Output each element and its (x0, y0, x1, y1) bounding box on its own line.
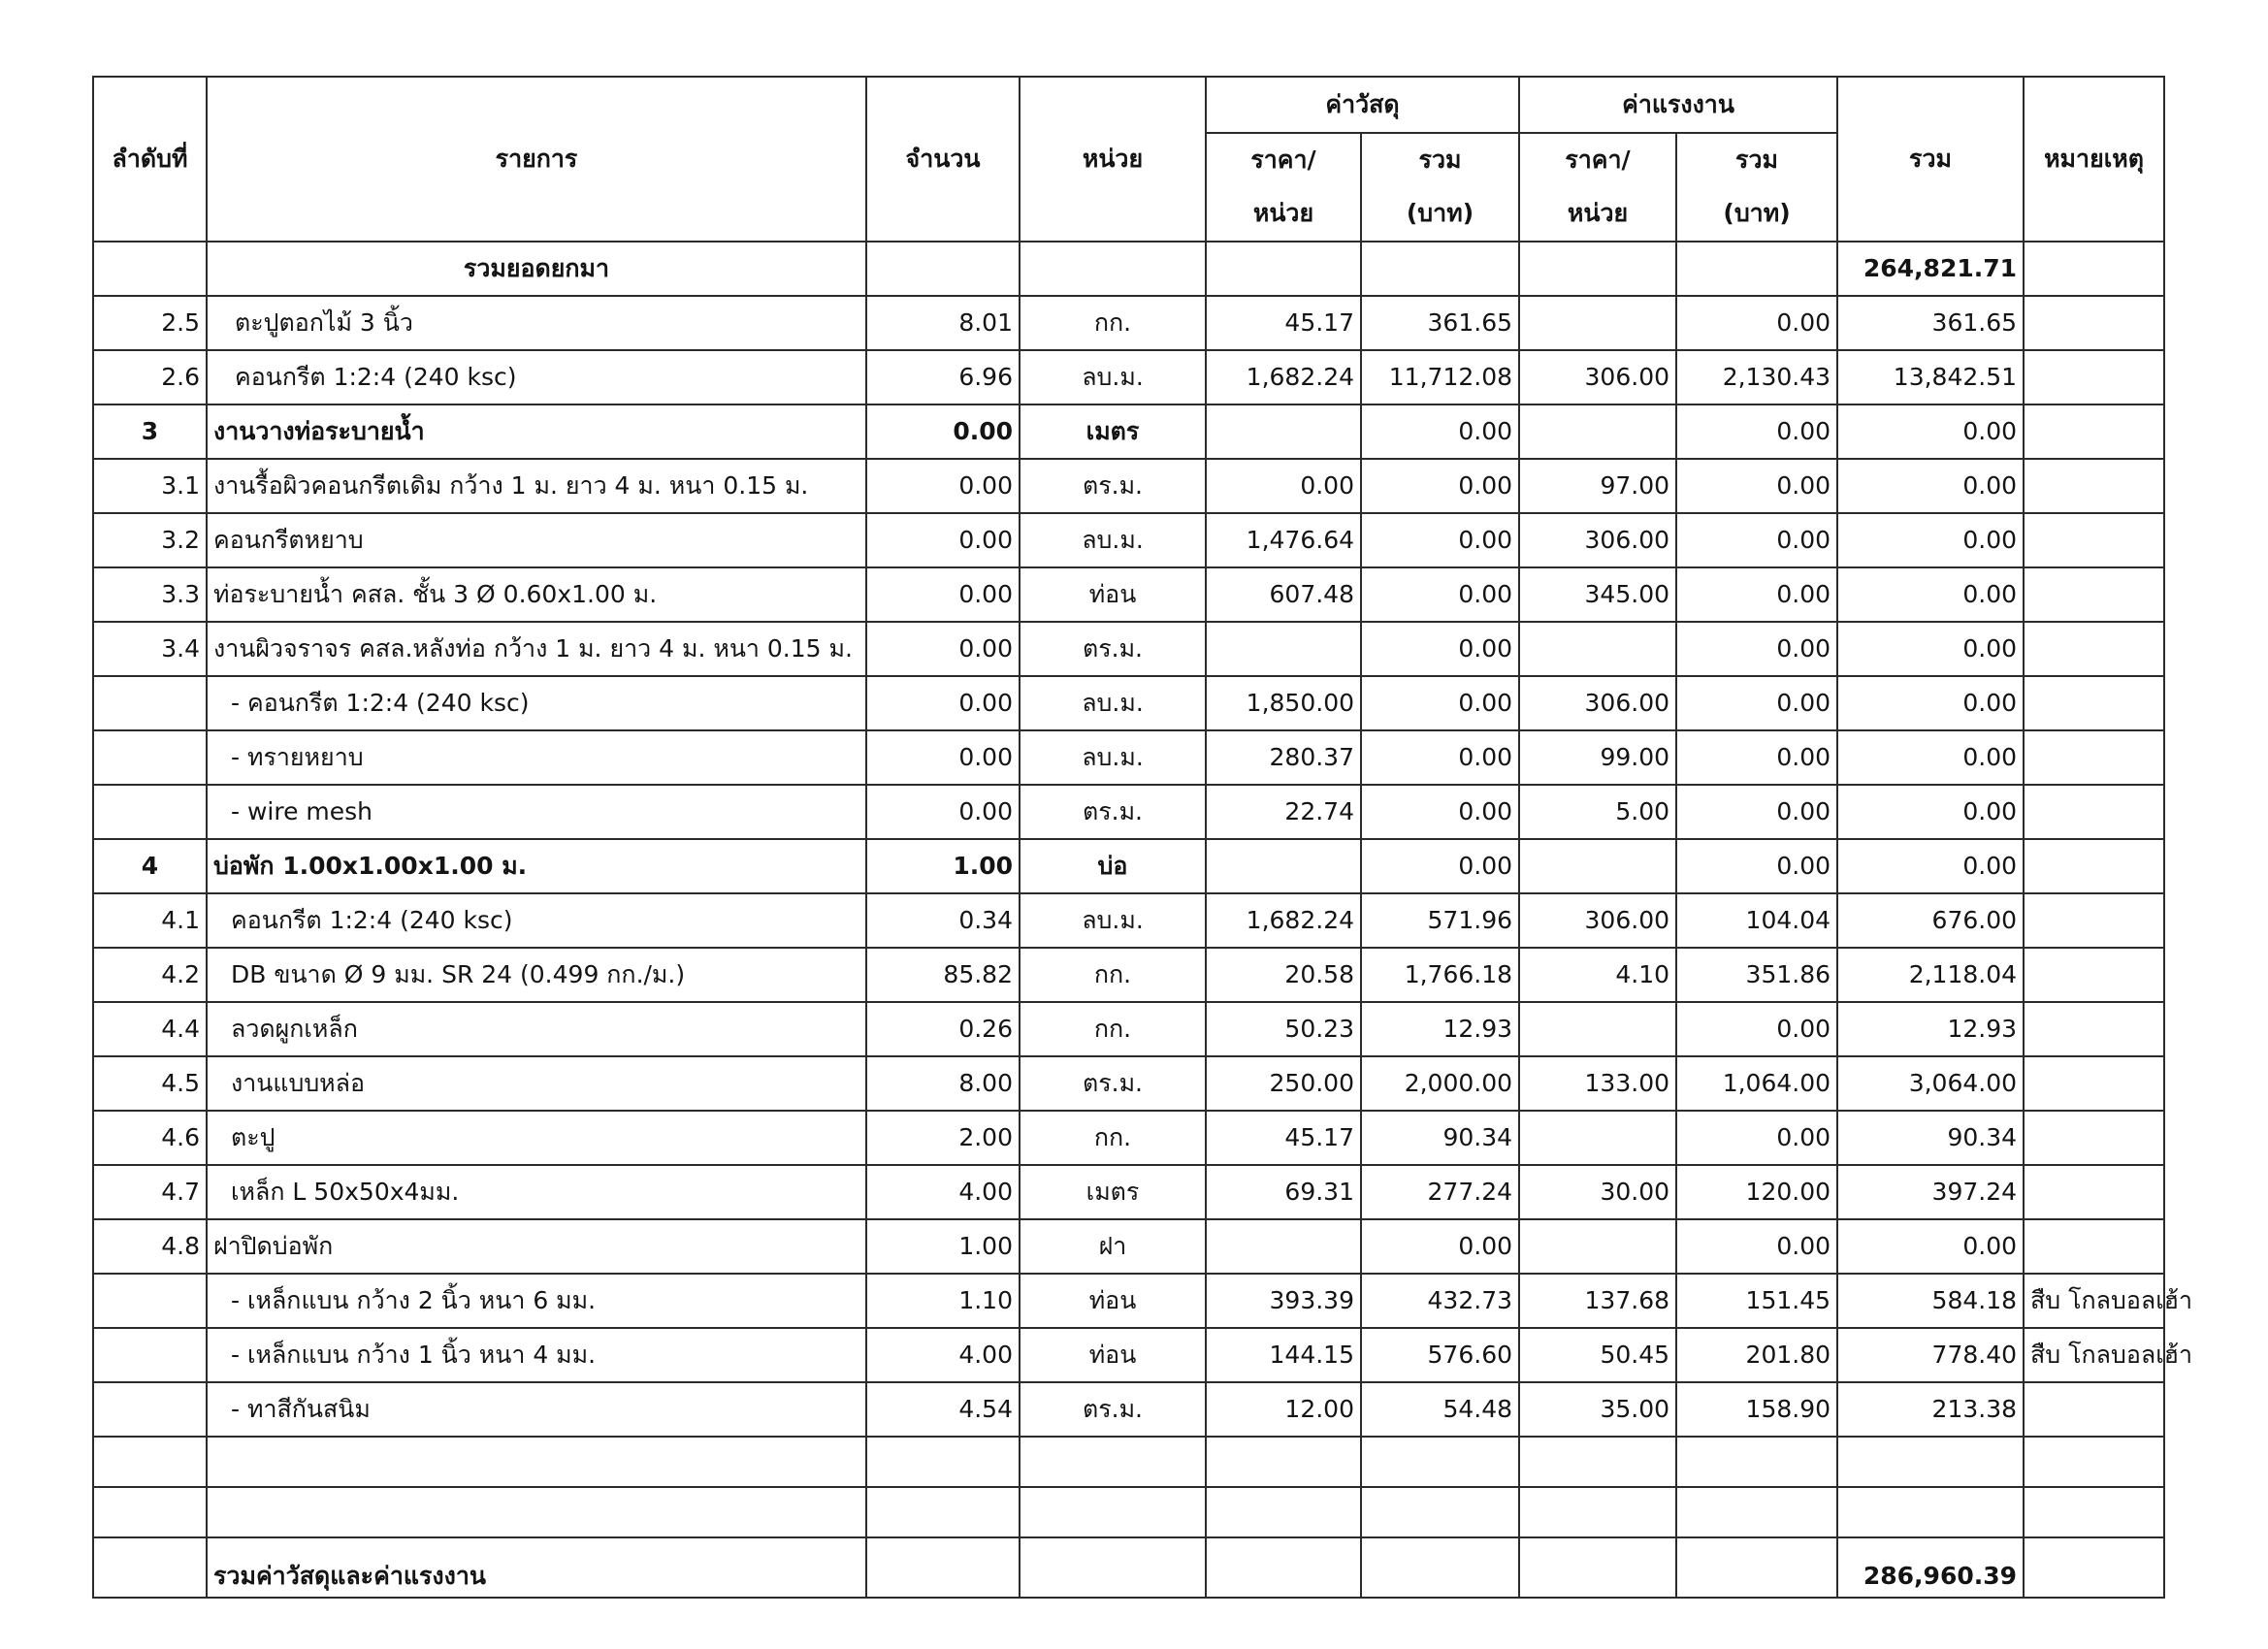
row-qty: 0.34 (866, 893, 1020, 948)
row-item: เหล็ก L 50x50x4มม. (207, 1165, 866, 1219)
header-mat-sum: รวม (1361, 133, 1519, 187)
row-qty: 1.00 (866, 1219, 1020, 1274)
grand-total-label: รวมค่าวัสดุและค่าแรงงาน (207, 1537, 866, 1598)
row-remark (2024, 730, 2164, 785)
row-material-total: 432.73 (1361, 1274, 1519, 1328)
row-qty: 0.26 (866, 1002, 1020, 1056)
row-labor-price: 30.00 (1519, 1165, 1676, 1219)
row-item: งานผิวจราจร คสล.หลังท่อ กว้าง 1 ม. ยาว 4 ม. หนา 0.15 ม. (207, 622, 866, 676)
row-labor-price (1519, 1111, 1676, 1165)
row-qty: 1.00 (866, 839, 1020, 893)
row-no (93, 1274, 207, 1328)
row-unit: เมตร (1020, 1165, 1206, 1219)
row-material-total: 0.00 (1361, 513, 1519, 567)
row-no: 4.5 (93, 1056, 207, 1111)
row-labor-total: 0.00 (1676, 1111, 1837, 1165)
header-item: รายการ (207, 77, 866, 242)
header-lab-sum-baht: (บาท) (1676, 187, 1837, 242)
row-labor-price: 50.45 (1519, 1328, 1676, 1382)
row-labor-total: 0.00 (1676, 513, 1837, 567)
row-total: 90.34 (1837, 1111, 2024, 1165)
row-material-price: 20.58 (1206, 948, 1361, 1002)
table-row (93, 948, 2164, 1002)
row-item: - wire mesh (207, 785, 866, 839)
row-total: 0.00 (1837, 676, 2024, 730)
row-total: 0.00 (1837, 567, 2024, 622)
row-labor-price: 345.00 (1519, 567, 1676, 622)
table-row (93, 730, 2164, 785)
row-labor-price: 306.00 (1519, 513, 1676, 567)
row-remark (2024, 350, 2164, 404)
row-item: ลวดผูกเหล็ก (207, 1002, 866, 1056)
row-labor-price: 137.68 (1519, 1274, 1676, 1328)
table-row (93, 785, 2164, 839)
row-material-total: 11,712.08 (1361, 350, 1519, 404)
row-material-total: 576.60 (1361, 1328, 1519, 1382)
row-labor-total: 0.00 (1676, 567, 1837, 622)
row-labor-total: 351.86 (1676, 948, 1837, 1002)
row-no: 2.6 (93, 350, 207, 404)
row-unit: ท่อน (1020, 567, 1206, 622)
table-row (93, 350, 2164, 404)
table-row (93, 1382, 2164, 1437)
row-material-total: 12.93 (1361, 1002, 1519, 1056)
row-labor-price: 133.00 (1519, 1056, 1676, 1111)
row-material-price: 393.39 (1206, 1274, 1361, 1328)
row-remark (2024, 567, 2164, 622)
row-labor-total: 2,130.43 (1676, 350, 1837, 404)
row-item: งานรื้อผิวคอนกรีตเดิม กว้าง 1 ม. ยาว 4 ม. หนา 0.15 ม. (207, 459, 866, 513)
header-mat-price: ราคา/ (1206, 133, 1361, 187)
row-remark (2024, 1056, 2164, 1111)
row-material-total: 54.48 (1361, 1382, 1519, 1437)
row-item: ตะปูตอกไม้ 3 นิ้ว (207, 296, 866, 350)
empty-row (93, 1487, 2164, 1537)
row-labor-total: 0.00 (1676, 622, 1837, 676)
row-material-price: 1,476.64 (1206, 513, 1361, 567)
row-qty: 0.00 (866, 513, 1020, 567)
row-qty: 4.00 (866, 1328, 1020, 1382)
row-qty: 0.00 (866, 730, 1020, 785)
row-total: 0.00 (1837, 1219, 2024, 1274)
row-item: - เหล็กแบน กว้าง 1 นิ้ว หนา 4 มม. (207, 1328, 866, 1382)
row-material-total: 0.00 (1361, 404, 1519, 459)
row-remark (2024, 839, 2164, 893)
row-unit: ท่อน (1020, 1274, 1206, 1328)
row-item: คอนกรีต 1:2:4 (240 ksc) (207, 893, 866, 948)
row-labor-price (1519, 1219, 1676, 1274)
table-row (93, 1111, 2164, 1165)
row-total: 0.00 (1837, 839, 2024, 893)
row-remark (2024, 404, 2164, 459)
row-remark (2024, 676, 2164, 730)
row-material-total: 0.00 (1361, 730, 1519, 785)
header-no: ลำดับที่ (93, 77, 207, 242)
row-item: ท่อระบายน้ำ คสล. ชั้น 3 Ø 0.60x1.00 ม. (207, 567, 866, 622)
row-remark (2024, 893, 2164, 948)
row-item: - ทรายหยาบ (207, 730, 866, 785)
row-material-price: 69.31 (1206, 1165, 1361, 1219)
row-item: - ทาสีกันสนิม (207, 1382, 866, 1437)
row-item: งานวางท่อระบายน้ำ (207, 404, 866, 459)
row-total: 13,842.51 (1837, 350, 2024, 404)
row-material-total: 0.00 (1361, 676, 1519, 730)
row-labor-total: 0.00 (1676, 1002, 1837, 1056)
row-unit: ฝา (1020, 1219, 1206, 1274)
header-unit: หน่วย (1020, 77, 1206, 242)
row-labor-price: 306.00 (1519, 676, 1676, 730)
row-material-total: 0.00 (1361, 459, 1519, 513)
row-unit: บ่อ (1020, 839, 1206, 893)
row-unit: ลบ.ม. (1020, 676, 1206, 730)
table-row (93, 1002, 2164, 1056)
row-remark (2024, 1165, 2164, 1219)
row-unit: ตร.ม. (1020, 1056, 1206, 1111)
row-qty: 1.10 (866, 1274, 1020, 1328)
grand-total-row (93, 1537, 2164, 1598)
row-no (93, 730, 207, 785)
row-total: 12.93 (1837, 1002, 2024, 1056)
row-labor-price: 306.00 (1519, 350, 1676, 404)
row-labor-price (1519, 404, 1676, 459)
row-unit: ตร.ม. (1020, 1382, 1206, 1437)
table-row (93, 1219, 2164, 1274)
table-row (93, 893, 2164, 948)
row-qty: 8.00 (866, 1056, 1020, 1111)
row-material-total: 2,000.00 (1361, 1056, 1519, 1111)
table-row (93, 404, 2164, 459)
table-row (93, 296, 2164, 350)
row-unit: ลบ.ม. (1020, 730, 1206, 785)
table-row (93, 1165, 2164, 1219)
row-item: งานแบบหล่อ (207, 1056, 866, 1111)
row-labor-total: 0.00 (1676, 459, 1837, 513)
row-total: 0.00 (1837, 622, 2024, 676)
table-row (93, 1328, 2164, 1382)
row-total: 213.38 (1837, 1382, 2024, 1437)
empty-row (93, 1437, 2164, 1487)
header-material: ค่าวัสดุ (1206, 77, 1519, 133)
row-labor-price: 306.00 (1519, 893, 1676, 948)
row-unit: กก. (1020, 948, 1206, 1002)
row-qty: 0.00 (866, 785, 1020, 839)
table-row (93, 839, 2164, 893)
header-lab-price: ราคา/ (1519, 133, 1676, 187)
row-qty: 6.96 (866, 350, 1020, 404)
carry-forward-total: 264,821.71 (1837, 242, 2024, 296)
header-mat-price-unit: หน่วย (1206, 187, 1361, 242)
table-row (93, 459, 2164, 513)
row-labor-price: 97.00 (1519, 459, 1676, 513)
row-unit: ตร.ม. (1020, 785, 1206, 839)
table-row (93, 1274, 2164, 1328)
row-total: 361.65 (1837, 296, 2024, 350)
row-total: 0.00 (1837, 730, 2024, 785)
row-material-price (1206, 622, 1361, 676)
row-remark (2024, 1002, 2164, 1056)
row-material-price: 45.17 (1206, 296, 1361, 350)
row-unit: ลบ.ม. (1020, 893, 1206, 948)
row-unit: ตร.ม. (1020, 622, 1206, 676)
row-qty: 2.00 (866, 1111, 1020, 1165)
row-labor-price (1519, 1002, 1676, 1056)
row-no: 3 (93, 404, 207, 459)
row-material-price: 45.17 (1206, 1111, 1361, 1165)
row-material-price: 1,682.24 (1206, 893, 1361, 948)
header-mat-sum-baht: (บาท) (1361, 187, 1519, 242)
row-labor-total: 0.00 (1676, 1219, 1837, 1274)
row-total: 0.00 (1837, 459, 2024, 513)
row-material-total: 361.65 (1361, 296, 1519, 350)
row-material-price: 50.23 (1206, 1002, 1361, 1056)
grand-total-value: 286,960.39 (1837, 1537, 2024, 1598)
row-material-total: 0.00 (1361, 567, 1519, 622)
row-material-price (1206, 839, 1361, 893)
row-unit: กก. (1020, 1002, 1206, 1056)
row-total: 584.18 (1837, 1274, 2024, 1328)
row-item: คอนกรีต 1:2:4 (240 ksc) (207, 350, 866, 404)
row-material-price: 250.00 (1206, 1056, 1361, 1111)
row-labor-total: 0.00 (1676, 404, 1837, 459)
row-total: 0.00 (1837, 513, 2024, 567)
row-unit: ลบ.ม. (1020, 350, 1206, 404)
row-remark: สืบ โกลบอลเฮ้า (2024, 1328, 2164, 1382)
table-row (93, 1056, 2164, 1111)
row-labor-total: 0.00 (1676, 839, 1837, 893)
table-row (93, 567, 2164, 622)
row-qty: 4.00 (866, 1165, 1020, 1219)
row-labor-total: 0.00 (1676, 730, 1837, 785)
row-total: 778.40 (1837, 1328, 2024, 1382)
header-lab-price-unit: หน่วย (1519, 187, 1676, 242)
row-material-price: 607.48 (1206, 567, 1361, 622)
row-unit: ตร.ม. (1020, 459, 1206, 513)
row-labor-total: 0.00 (1676, 676, 1837, 730)
row-total: 0.00 (1837, 785, 2024, 839)
header-lab-sum: รวม (1676, 133, 1837, 187)
row-total: 2,118.04 (1837, 948, 2024, 1002)
row-labor-price: 5.00 (1519, 785, 1676, 839)
row-labor-total: 0.00 (1676, 785, 1837, 839)
row-item: คอนกรีตหยาบ (207, 513, 866, 567)
row-no: 4.1 (93, 893, 207, 948)
row-unit: ท่อน (1020, 1328, 1206, 1382)
row-qty: 0.00 (866, 567, 1020, 622)
row-unit: กก. (1020, 296, 1206, 350)
row-no (93, 676, 207, 730)
row-labor-price (1519, 296, 1676, 350)
row-qty: 8.01 (866, 296, 1020, 350)
row-material-total: 0.00 (1361, 1219, 1519, 1274)
row-material-total: 1,766.18 (1361, 948, 1519, 1002)
row-remark (2024, 948, 2164, 1002)
row-remark (2024, 622, 2164, 676)
row-unit: เมตร (1020, 404, 1206, 459)
row-no: 3.3 (93, 567, 207, 622)
row-labor-total: 104.04 (1676, 893, 1837, 948)
row-remark (2024, 296, 2164, 350)
row-material-price: 280.37 (1206, 730, 1361, 785)
row-no: 3.4 (93, 622, 207, 676)
row-no: 3.1 (93, 459, 207, 513)
row-remark (2024, 785, 2164, 839)
row-material-price: 0.00 (1206, 459, 1361, 513)
row-remark (2024, 1111, 2164, 1165)
row-labor-price: 99.00 (1519, 730, 1676, 785)
row-material-price: 1,850.00 (1206, 676, 1361, 730)
carry-forward-label: รวมยอดยกมา (207, 242, 866, 296)
row-item: - เหล็กแบน กว้าง 2 นิ้ว หนา 6 มม. (207, 1274, 866, 1328)
row-unit: ลบ.ม. (1020, 513, 1206, 567)
row-labor-price: 35.00 (1519, 1382, 1676, 1437)
row-remark (2024, 513, 2164, 567)
row-labor-price: 4.10 (1519, 948, 1676, 1002)
row-labor-price (1519, 622, 1676, 676)
row-remark: สืบ โกลบอลเฮ้า (2024, 1274, 2164, 1328)
row-material-total: 0.00 (1361, 622, 1519, 676)
header-remark: หมายเหตุ (2024, 77, 2164, 242)
row-material-total: 0.00 (1361, 839, 1519, 893)
row-no (93, 785, 207, 839)
row-qty: 0.00 (866, 404, 1020, 459)
row-remark (2024, 1219, 2164, 1274)
row-unit: กก. (1020, 1111, 1206, 1165)
row-material-price: 12.00 (1206, 1382, 1361, 1437)
boq-sheet (92, 76, 2193, 1599)
row-labor-total: 0.00 (1676, 296, 1837, 350)
row-item: - คอนกรีต 1:2:4 (240 ksc) (207, 676, 866, 730)
row-material-price: 22.74 (1206, 785, 1361, 839)
row-item: ฝาปิดบ่อพัก (207, 1219, 866, 1274)
row-total: 0.00 (1837, 404, 2024, 459)
row-labor-total: 151.45 (1676, 1274, 1837, 1328)
row-qty: 85.82 (866, 948, 1020, 1002)
header-total: รวม (1837, 77, 2024, 242)
row-material-total: 90.34 (1361, 1111, 1519, 1165)
row-no: 2.5 (93, 296, 207, 350)
row-no: 3.2 (93, 513, 207, 567)
row-material-price (1206, 1219, 1361, 1274)
row-qty: 0.00 (866, 622, 1020, 676)
row-labor-total: 1,064.00 (1676, 1056, 1837, 1111)
table-row (93, 622, 2164, 676)
table-row (93, 513, 2164, 567)
row-material-price: 144.15 (1206, 1328, 1361, 1382)
row-qty: 0.00 (866, 676, 1020, 730)
row-total: 676.00 (1837, 893, 2024, 948)
row-material-price (1206, 404, 1361, 459)
row-no: 4.6 (93, 1111, 207, 1165)
row-material-total: 0.00 (1361, 785, 1519, 839)
carry-forward-row (93, 242, 2164, 296)
row-labor-total: 201.80 (1676, 1328, 1837, 1382)
row-no (93, 1328, 207, 1382)
row-qty: 0.00 (866, 459, 1020, 513)
row-item: DB ขนาด Ø 9 มม. SR 24 (0.499 กก./ม.) (207, 948, 866, 1002)
row-no: 4.4 (93, 1002, 207, 1056)
row-material-total: 571.96 (1361, 893, 1519, 948)
row-no (93, 1382, 207, 1437)
row-qty: 4.54 (866, 1382, 1020, 1437)
row-item: ตะปู (207, 1111, 866, 1165)
row-total: 3,064.00 (1837, 1056, 2024, 1111)
header-labor: ค่าแรงงาน (1519, 77, 1837, 133)
row-material-price: 1,682.24 (1206, 350, 1361, 404)
row-no: 4 (93, 839, 207, 893)
row-no: 4.2 (93, 948, 207, 1002)
row-material-total: 277.24 (1361, 1165, 1519, 1219)
row-labor-total: 120.00 (1676, 1165, 1837, 1219)
row-remark (2024, 459, 2164, 513)
row-labor-total: 158.90 (1676, 1382, 1837, 1437)
row-no: 4.7 (93, 1165, 207, 1219)
row-total: 397.24 (1837, 1165, 2024, 1219)
row-no: 4.8 (93, 1219, 207, 1274)
boq-table (92, 76, 2193, 1599)
table-row (93, 676, 2164, 730)
row-labor-price (1519, 839, 1676, 893)
row-item: บ่อพัก 1.00x1.00x1.00 ม. (207, 839, 866, 893)
row-remark (2024, 1382, 2164, 1437)
header-qty: จำนวน (866, 77, 1020, 242)
